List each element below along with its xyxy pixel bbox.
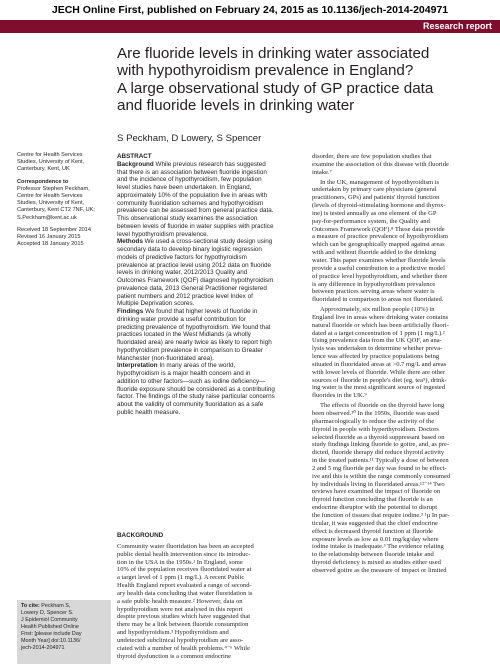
body-line: The effects of fluoride on the thyroid have long [320,402,445,410]
abstract-interpretation-line: addition to other factors—such as iodine deficiency— [117,377,266,385]
affiliation-line: Centre for Health Services [17,152,83,158]
affiliation-line: Canterbury, Kent, UK [17,166,70,173]
abstract-background-line: level hypothyroidism prevalence. [117,230,209,238]
citation-line: Health Published Online [21,624,79,630]
body-line: dated at a target concentration of 1 ppm (1 mg/L).² [312,329,445,337]
body-line: observed goitre as the measure of impact or limited [312,566,447,574]
body-line: ciated with a number of health problems.⁴⁻⁶ While [117,644,250,652]
abstract-findings-heading: Findings [117,308,144,315]
body-line: disorder, there are few population studies that [312,153,432,160]
abstract-background-line: This observational study examines the association [117,215,258,222]
body-line: a measure of practice prevalence of hypothyroidism [312,233,448,241]
body-line: by individuals living in fluoridated areas.¹²⁻¹⁴ Two [312,480,445,488]
body-line: thyroid deficiency is mixed as studies either used [312,559,441,567]
correspondence-line: Canterbury, Kent CT2 7NF, UK; [17,207,95,214]
citation-lead: To cite: [21,603,42,609]
body-line: despite previous studies which have suggested that [117,613,251,621]
abstract-methods-line: models of predictive factors for hypothyroidism [117,253,247,261]
affiliation [17,152,113,174]
body-line: Health England report evaluated a range of second- [117,582,252,590]
abstract-findings-text: We found that higher levels of fluoride in [143,308,258,315]
abstract-methods-line: prevalence at practice level using 2012 data on fluoride [117,261,272,269]
abstract-methods-line: Multiple Deprivation scores. [117,300,195,308]
citation-line: jech-2014-204971 [21,645,65,651]
body-line: Using prevalence data from the UK QOF, an ana- [312,337,442,345]
title-line: and fluoride levels in drinking water [117,97,355,115]
affiliation-line: Studies, University of Kent, [17,159,85,166]
body-line: Approximately, six million people (10%) in [320,306,435,314]
body-line: ine) is tested annually as one element of the GP [312,209,437,217]
body-line: (levels of thyroid-stimulating hormone and thyrox- [312,202,446,210]
abstract-interpretation-line: fluoride exposure should be considered as a contributing [117,385,275,393]
publication-banner: JECH Online First, published on February 24, 2015 as 10.1136/jech-2014-204971 [51,4,449,16]
body-line: thyroid in people with hyperthyroidism. Doctors [312,425,439,433]
abstract-background-line: and the incidence of hypothyroidism, few population [117,176,262,184]
abstract-methods-line [117,238,303,246]
title-line: with hypothyroidism prevalence in England? [117,62,414,80]
body-line: undertaken by primary care physicians (general [312,186,437,194]
correspondence-line: Centre for Health Services [17,193,83,200]
body-line: a safe public health measure.² However, data on [117,597,243,605]
body-line: In the UK, management of hypothyroidism is [320,178,440,186]
citation-line: First: [please include Day [21,631,82,637]
title-line: Are fluoride levels in drinking water associated [117,45,430,62]
abstract-methods-line: levels in drinking water, 2012/2013 Quality and [117,269,248,277]
abstract-findings-line: hypothyroidism prevalence in comparison to Greater [117,346,263,354]
body-line: and hypothyroidism.³ Hypothyroidism and [117,629,229,637]
body-line: 2 and 5 mg fluoride per day was found to be effect- [312,464,447,472]
abstract-interpretation-line: factor. The findings of the study raise particular concerns [117,393,275,401]
body-line: exposure levels as low as 0.01 mg/kg/day where [312,535,439,543]
revised-date: Revised 16 January 2015 [17,234,81,241]
body-line: thyroid dysfunction is a common endocrine [117,652,232,660]
body-line: tion in the USA in the 1950s.¹ In England, some [117,558,243,566]
body-line: there may be a link between fluoride consumption [117,621,249,629]
abstract-findings-line: drinking water provide a useful contribution for [117,315,246,323]
abstract-methods-line: patient numbers and 2012 practice level Index of [117,292,253,300]
body-line: the function of tissues that require iodine.³ ¹µ In par- [312,511,450,519]
background-section [117,532,303,661]
accepted-date: Accepted 18 January 2015 [17,241,84,248]
body-line: situated in fluoridated areas at >0.7 mg/L and areas [312,360,447,368]
body-line: been observed.¹⁰ In the 1950s, fluoride was used [312,410,440,417]
article-dates [17,227,113,249]
body-line: ary health data concluding that water fluoridation is [117,589,253,597]
citation-text: Peckham S, [41,603,71,609]
citation-line: J Epidemiol Community [21,617,78,623]
body-line: provide a useful contribution to a predictive model [312,264,445,272]
abstract-background-text: While previous research has suggested [153,160,266,168]
abstract-methods-line: Outcomes Framework (QOF) diagnosed hypothyroidism [117,277,274,284]
body-column-right [312,153,492,575]
abstract-background-line: between levels of fluoride in water supplies with practice [117,222,274,230]
abstract-interpretation-line: about the validity of community fluoridation as a safe [117,401,264,408]
body-line: reviews have examined the impact of fluoride on [312,488,441,496]
body-line: pay-for-performance system, the Quality and [312,217,430,225]
body-line: is any difference in hypothyroidism prevalence [312,280,436,288]
body-line: Community water fluoridation has been an accepted [117,542,254,550]
citation-line: Month Year] doi:10.1136/ [21,638,81,644]
body-line: undetected subclinical hypothyroidism are asso- [117,636,244,644]
body-line: fluoridated in comparison to areas not fluoridated. [312,296,444,304]
body-line: dicted, fluoride therapy did reduce thyroid activity [312,449,445,457]
abstract-background-line: community fluoridation schemes and hypothyroidism [117,199,264,207]
body-line: water. This paper examines whether fluoride levels [312,256,446,264]
abstract-methods-text: We used a cross-sectional study design using [142,238,273,246]
body-line: with lower levels of fluoride. While there are other [312,368,446,376]
body-line: intake.⁷ [312,168,332,176]
abstract-interpretation-text: In many areas of the world, [157,362,236,370]
abstract-methods-heading: Methods [117,238,143,246]
abstract-findings-line: fluoridated area) are nearly twice as likely to report high [117,339,272,346]
abstract-background-line: approximately 10% of the population live in areas with [117,191,268,199]
abstract-background-line [117,161,303,169]
body-line: iodine intake is inadequate.³ The evidence relating [312,543,444,551]
body-line: to the relationship between fluoride intake and [312,551,434,559]
correspondence-line: Studies, University of Kent, [17,200,85,207]
correspondence-email[interactable]: S.Peckham@kent.ac.uk [17,214,77,221]
body-line: public dental health intervention since its introduc- [117,550,251,558]
abstract-interpretation-line: hypothyroidism is a major health concern and in [117,370,251,377]
title-line: A large observational study of GP practice data [117,79,434,97]
correspondence [17,179,113,222]
body-line: thyroid function concluding that fluoride is an [312,496,433,504]
body-line: Outcomes Framework (QOF).⁸ These data provide [312,225,445,233]
body-line: fluorides in the UK.⁹ [312,392,367,400]
body-line: which can be geographically mapped against areas [312,241,445,249]
abstract-background-line: prevalence can be assessed from general practice data. [117,207,274,215]
received-date: Received 18 September 2014 [17,226,92,233]
body-line: sources of fluoride in people's diet (eg, tea⁹), drink- [312,376,447,384]
abstract-heading: ABSTRACT [117,153,152,160]
abstract-background-line: that there is an association between fluoride ingestion [117,168,267,176]
body-line: effect is decreased thyroid function at fluoride [312,527,433,535]
body-line: hypothyroidism were not analysed in this report [117,605,243,613]
body-line: ing water is the most significant source of ingested [312,384,446,392]
body-line: ticular, it was suggested that the chief endocrine [312,519,438,527]
body-line: pharmacologically to reduce the activity of the [312,417,435,425]
sidebar-notes [17,152,113,253]
section-heading: BACKGROUND [117,532,164,539]
correspondence-line: Professor Stephen Peckham, [17,185,90,192]
abstract-interpretation-heading: Interpretation [117,362,158,370]
author-list: S Peckham, D Lowery, S Spencer [117,133,262,144]
citation-box [17,600,111,664]
body-line: natural fluoride or which has been artificially fluori- [312,321,449,329]
body-line: England live in areas where drinking water contains [312,313,449,321]
abstract-findings-line: predicting prevalence of hypothyroidism. We found that [117,323,271,331]
body-line: a target level of 1 ppm (1 mg/L). A recent Public [117,574,245,582]
body-line: between practices serving areas where water is [312,288,435,296]
abstract-interpretation-line [117,362,303,370]
body-line: of practice level hypothyroidism, and whether there [312,272,448,280]
body-line: practitioners, GPs) and patients' thyroid function [312,194,440,202]
abstract-findings-line: Manchester (non-fluoridated area). [117,354,214,362]
abstract-background-heading: Background [117,160,154,168]
body-line: selected fluoride as a thyroid suppressant based on [312,433,445,441]
body-line: study findings linking fluoride to goitre, and, as pre- [312,441,450,449]
citation-line: Lowery D, Spencer S. [21,610,74,616]
body-line: with and without fluoride added to the drinking [312,249,437,257]
citation-line [21,603,111,610]
body-line: endocrine disruptor with the potential to disrupt [312,504,438,512]
abstract [117,153,303,417]
section-label: Research report [422,21,492,31]
body-line: lence was affected by practice populations being [312,353,440,361]
body-line: lysis was undertaken to determine whether preva- [312,345,443,353]
article-title [117,45,487,115]
body-line: 10% of the population receives fluoridated water at [117,566,252,574]
abstract-methods-line: secondary data to develop binary logistic regression [117,246,262,253]
abstract-background-line: level studies have been undertaken. In England, [117,184,252,191]
abstract-findings-line [117,308,303,316]
section-header-bar [0,20,500,33]
correspondence-heading: Correspondence to [17,178,69,185]
abstract-methods-line: prevalence data, 2013 General Practitioner registered [117,284,267,292]
body-line: in the treated patients.¹¹ Typically a dose of between [312,457,449,465]
body-line: examine the association of this disease with fluoride [312,160,449,168]
abstract-interpretation-line: public health measure. [117,408,181,416]
abstract-findings-line: practices located in the West Midlands (a wholly [117,331,251,339]
body-line: ive and this is within the range commonly consumed [312,472,451,480]
